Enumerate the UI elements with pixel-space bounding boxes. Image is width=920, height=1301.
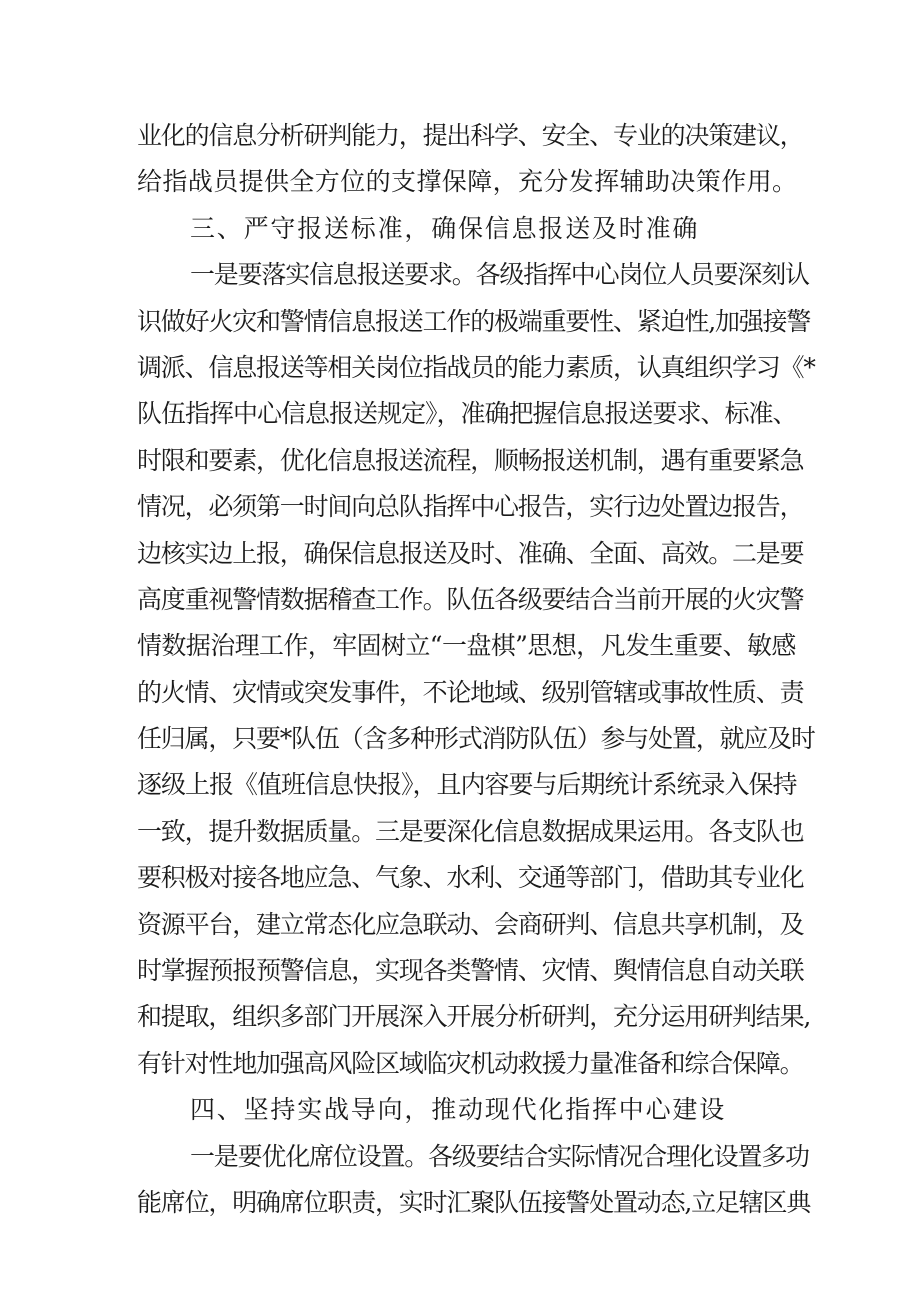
body-text-line: 有针对性地加强高风险区域临灾机动救援力量准备和综合保障。 — [137, 1048, 804, 1078]
body-text-line: 识做好火灾和警情信息报送工作的极端重要性、紧迫性,加强接警 — [137, 306, 811, 336]
body-text-line: 情数据治理工作，牢固树立“一盘棋”思想，凡发生重要、敏感 — [137, 631, 796, 661]
paragraph-first-line: 一是要优化席位设置。各级要结合实际情况合理化设置多功 — [190, 1141, 809, 1171]
body-text-line: 边核实边上报，确保信息报送及时、准确、全面、高效。二是要 — [137, 538, 804, 568]
body-text-line: 队伍指挥中心信息报送规定》，准确把握信息报送要求、标准、 — [137, 399, 797, 429]
body-text-line: 一致，提升数据质量。三是要深化信息数据成果运用。各支队也 — [137, 816, 804, 846]
body-text-line: 和提取，组织多部门开展深入开展分析研判，充分运用研判结果, — [137, 1002, 811, 1032]
body-text-line: 资源平台，建立常态化应急联动、会商研判、信息共享机制，及 — [137, 909, 804, 939]
paragraph-first-line: 一是要落实信息报送要求。各级指挥中心岗位人员要深刻认 — [190, 260, 809, 290]
body-text-line: 任归属，只要*队伍（含多种形式消防队伍）参与处置，就应及时 — [137, 724, 815, 754]
body-text-line: 高度重视警情数据稽查工作。队伍各级要结合当前开展的火灾警 — [137, 584, 804, 614]
section-heading-4: 四、坚持实战导向，推动现代化指挥中心建设 — [190, 1095, 727, 1125]
body-text-line: 时掌握预报预警信息，实现各类警情、灾情、舆情信息自动关联 — [137, 956, 804, 986]
body-text-line: 时限和要素，优化信息报送流程，顺畅报送机制，遇有重要紧急 — [137, 445, 804, 475]
body-text-line: 调派、信息报送等相关岗位指战员的能力素质，认真组织学习《* — [137, 352, 815, 382]
body-text-line: 能席位，明确席位职责，实时汇聚队伍接警处置动态,立足辖区典 — [137, 1187, 811, 1217]
document-body — [137, 113, 815, 1226]
body-text-line: 情况，必须第一时间向总队指挥中心报告，实行边处置边报告， — [137, 492, 804, 522]
body-text-line: 给指战员提供全方位的支撑保障，充分发挥辅助决策作用。 — [137, 167, 798, 197]
body-text-line: 要积极对接各地应急、气象、水利、交通等部门，借助其专业化 — [137, 863, 804, 893]
body-text-line: 逐级上报《值班信息快报》，且内容要与后期统计系统录入保持 — [137, 770, 797, 800]
section-heading-3: 三、严守报送标准，确保信息报送及时准确 — [190, 213, 700, 243]
body-text-line: 的火情、灾情或突发事件，不论地域、级别管辖或事故性质、责 — [137, 677, 804, 707]
body-text-line: 业化的信息分析研判能力，提出科学、安全、专业的决策建议， — [137, 121, 804, 150]
